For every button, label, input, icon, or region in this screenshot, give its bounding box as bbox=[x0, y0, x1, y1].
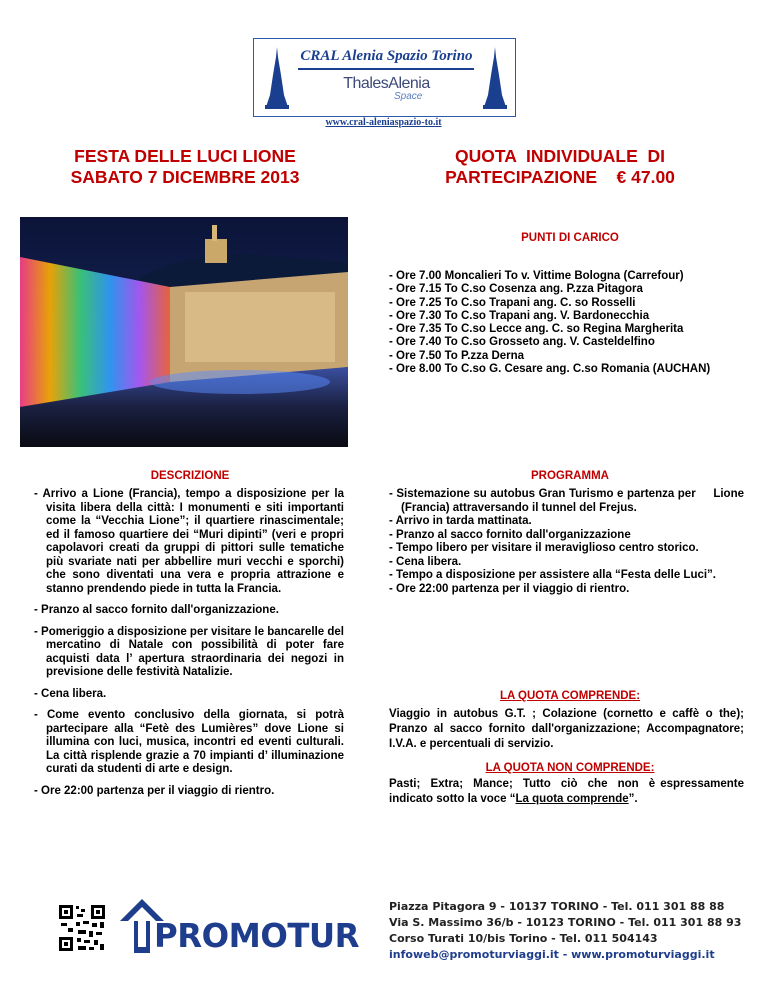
promotur-logo: PROMOTUR bbox=[154, 916, 360, 955]
address-line: Corso Turati 10/bis Torino - Tel. 011 504143 bbox=[389, 932, 658, 945]
logo-brand-sub: Space bbox=[394, 91, 423, 102]
contact-web-link[interactable]: infoweb@promoturviaggi.it - www.promoturviaggi.it bbox=[389, 948, 715, 961]
list-item: - Tempo libero per visitare il meraviglioso centro storico. bbox=[389, 542, 699, 554]
address-line: Via S. Massimo 36/b - 10123 TORINO - Tel. 011 301 88 93 bbox=[389, 916, 742, 929]
price-amount: PARTECIPAZIONE € 47.00 bbox=[445, 167, 675, 187]
list-item: - Ore 22:00 partenza per il viaggio di rientro. bbox=[389, 582, 630, 595]
includes-text: Viaggio in autobus G.T. ; Colazione (cornetto e caffè o the); Pranzo al sacco fornito dall'organizzazione; Accompagnatore; I.V.A. e percentuali di servizio. bbox=[389, 708, 744, 750]
price-title bbox=[410, 146, 710, 188]
program-heading: PROGRAMMA bbox=[531, 470, 609, 482]
description-paragraph: - Ore 22:00 partenza per il viaggio di rientro. bbox=[34, 784, 275, 797]
list-item: - Ore 7.25 To C.so Trapani ang. C. so Rosselli bbox=[389, 296, 636, 309]
description-paragraph: - Pranzo al sacco fornito dall'organizzazione. bbox=[34, 604, 279, 616]
description-heading: DESCRIZIONE bbox=[150, 470, 230, 482]
event-title-line1: FESTA DELLE LUCI LIONE bbox=[74, 146, 296, 166]
qr-code-icon bbox=[58, 904, 106, 952]
description-paragraph: - Cena libera. bbox=[34, 687, 107, 700]
description-paragraph: - Come evento conclusivo della giornata, si potrà partecipare alla “Fetè des Lumières” dove Lione si illumina con luci, musica, incontri ed eventi culturali. La città risplende grazie a 70 impianti d’ illuminazione curati da studenti di arte e design. bbox=[34, 709, 344, 775]
list-item: - Tempo a disposizione per assistere alla “Festa delle Luci”. bbox=[389, 569, 717, 581]
festival-photo bbox=[20, 217, 348, 447]
list-item: - Ore 7.00 Moncalieri To v. Vittime Bologna (Carrefour) bbox=[389, 270, 684, 282]
pickup-heading: PUNTI DI CARICO bbox=[521, 232, 619, 244]
list-item: - Cena libera. bbox=[389, 555, 462, 568]
excludes-heading: LA QUOTA NON COMPRENDE: bbox=[485, 762, 655, 774]
logo-divider bbox=[298, 68, 474, 70]
list-item: - Ore 7.35 To C.so Lecce ang. C. so Regina Margherita bbox=[389, 323, 684, 336]
excludes-text-end: ”. bbox=[628, 793, 638, 805]
website-link[interactable]: www.cral-aleniaspazio-to.it bbox=[325, 117, 442, 128]
list-item: - Ore 7.50 To P.zza Derna bbox=[389, 349, 525, 362]
excludes-reference: La quota comprende bbox=[515, 793, 629, 805]
list-item: - Ore 7.40 To C.so Grosseto ang. V. Casteldelfino bbox=[389, 336, 655, 349]
list-item: - Ore 7.30 To C.so Trapani ang. V. Bardonecchia bbox=[389, 309, 650, 322]
logo-brand: ThalesAlenia bbox=[343, 75, 430, 92]
list-item: - Ore 7.15 To C.so Cosenza ang. P.zza Pitagora bbox=[389, 283, 643, 296]
address-line: Piazza Pitagora 9 - 10137 TORINO - Tel. 011 301 88 88 bbox=[389, 900, 725, 913]
event-date: SABATO 7 DICEMBRE 2013 bbox=[70, 167, 300, 187]
description-body bbox=[34, 488, 344, 806]
excludes-text-main: Pasti; Extra; Mance; Tutto ciò che non è espressamente indicato sotto la voce “ bbox=[389, 778, 748, 805]
mole-antonelliana-icon-right bbox=[480, 47, 510, 109]
excludes-text bbox=[389, 777, 748, 807]
price-title-line1: QUOTA INDIVIDUALE DI bbox=[455, 146, 665, 166]
list-item: - Arrivo in tarda mattinata. bbox=[389, 515, 532, 527]
cral-logo bbox=[253, 38, 516, 117]
description-paragraph: - Arrivo a Lione (Francia), tempo a disposizione per la visita libera della città: I monumenti e siti importanti come la “Vecchia Lione”; il quartiere rinascimentale; ed il famoso quartiere dei “Muri dipinti” (veri e propri capolavori creati da gruppi di pittori sulle tematiche più svariate nati per abbellire muri vecchi e sporchi) che sono diventati una vera e propria attrazione e stanno prendendo piede in tutta la Francia. bbox=[34, 488, 344, 595]
event-title bbox=[60, 146, 310, 188]
description-paragraph: - Pomeriggio a disposizione per visitare le bancarelle del mercatino di Natale con possibilità di poter fare acquisti data l’ apertura straordinaria dei negozi in previsione delle festività Natalizie. bbox=[34, 625, 344, 678]
pickup-list bbox=[389, 270, 739, 376]
program-list bbox=[389, 488, 748, 596]
mole-antonelliana-icon bbox=[262, 47, 292, 109]
contact-block bbox=[389, 899, 759, 963]
includes-heading: LA QUOTA COMPRENDE: bbox=[499, 690, 641, 702]
list-item: - Pranzo al sacco fornito dall'organizzazione bbox=[389, 528, 631, 541]
list-item: - Sistemazione su autobus Gran Turismo e partenza per Lione (Francia) attraversando il tunnel del Frejus. bbox=[389, 488, 748, 514]
logo-title: CRAL Alenia Spazio Torino bbox=[300, 48, 473, 64]
list-item: - Ore 8.00 To C.so G. Cesare ang. C.so Romania (AUCHAN) bbox=[389, 363, 711, 376]
